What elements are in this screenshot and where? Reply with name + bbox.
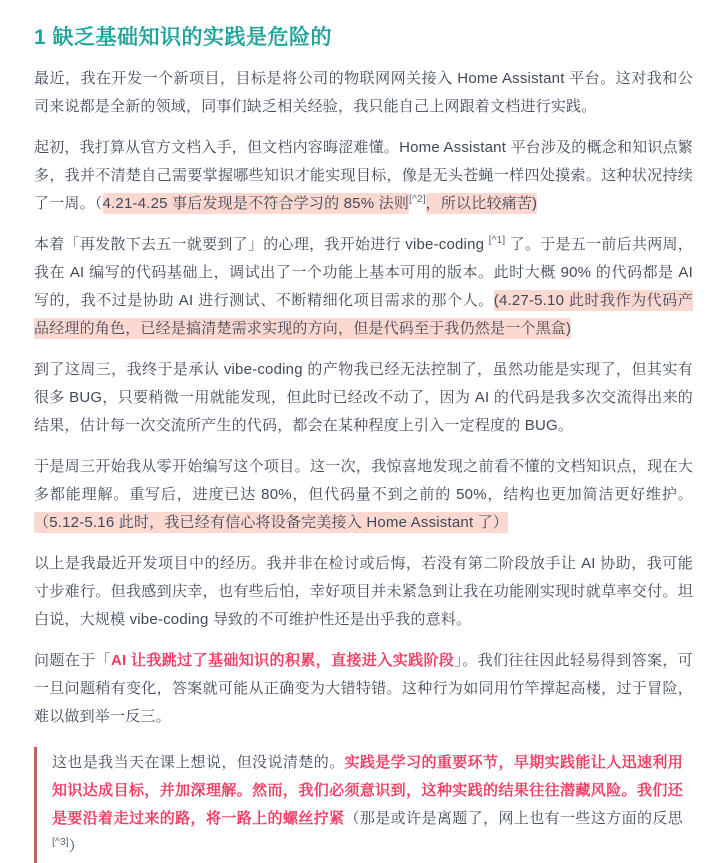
- highlighted-note: (4.27-5.10 此时我作为代码产品经理的角色，已经是搞清楚需求实现的方向，但是代码至于我仍然是一个黑盒): [34, 292, 693, 337]
- paragraph-1: [34, 65, 693, 121]
- paragraph-5: [34, 453, 693, 537]
- paragraph-text: 」。我们往往因此轻易得到答案，可一旦问题稍有变化，答案就可能从正确变为大错特错。这种行为如同用竹竿撑起高楼，过于冒险，难以做到举一反三。: [34, 652, 693, 725]
- paragraph-6: [34, 550, 693, 634]
- footnote-ref-2: [^2]: [409, 193, 426, 205]
- quote-text: （那是或许是离题了，网上也有一些这方面的反思: [344, 810, 683, 827]
- paragraph-7: [34, 647, 693, 731]
- paragraph-text: 起初，我打算从官方文档入手，但文档内容晦涩难懂。Home Assistant 平台涉及的概念和知识点繁多，我并不清楚自己需要掌握哪些知识才能实现目标，像是无头苍蝇一样四处摸索。这种状况持续了一周。（: [34, 139, 693, 212]
- highlighted-note: （5.12-5.16 此时，我已经有信心将设备完美接入 Home Assistant 了）: [34, 514, 509, 531]
- quote-text: ）: [68, 838, 84, 855]
- paragraph-text: 到了这周三，我终于是承认 vibe-coding 的产物我已经无法控制了，虽然功能是实现了，但其实有很多 BUG，只要稍微一用就能发现，但此时已经改不动了，因为 AI 的代码是我多次交流得出来的结果，估计每一次交流所产生的代码，都会在某种程度上引入一定程度的 BUG。: [34, 361, 693, 434]
- paragraph-text: 最近，我在开发一个新项目，目标是将公司的物联网网关接入 Home Assistant 平台。这对我和公司来说都是全新的领域，同事们缺乏相关经验，我只能自己上网跟着文档进行实践。: [34, 70, 693, 115]
- quote-text: 这也是我当天在课上想说，但没说清楚的。: [52, 754, 345, 771]
- highlighted-note: ，所以比较痛苦): [425, 195, 538, 212]
- blockquote: [34, 747, 693, 863]
- paragraph-2: [34, 134, 693, 218]
- paragraph-text: 以上是我最近开发项目中的经历。我并非在检讨或后悔，若没有第二阶段放手让 AI 协助，我可能寸步难行。但我感到庆幸，也有些后怕，幸好项目并未紧急到让我在功能刚实现时就草率交付。坦白说，大规模 vibe-coding 导致的不可维护性还是出乎我的意料。: [34, 555, 693, 628]
- footnote-ref-1: [^1]: [488, 234, 506, 246]
- emphasis-red-text: 实践是学习的重要环节，早期实践能让人迅速利用知识达成目标，并加深理解。然而，我们必须意识到，这种实践的结果往往潜藏风险。我们还是要沿着走过来的路，将一路上的螺丝拧紧: [52, 754, 683, 827]
- paragraph-3: [34, 231, 693, 343]
- section-heading: 1 缺乏基础知识的实践是危险的: [34, 26, 333, 49]
- paragraph-4: [34, 356, 693, 440]
- footnote-ref-3: [^3]: [52, 836, 69, 848]
- paragraph-text: 了。于是五一前后共两周，我在 AI 编写的代码基础上，调试出了一个功能上基本可用的版本。此时大概 90% 的代码都是 AI 写的，我不过是协助 AI 进行测试、不断精细化项目需求的那个人。: [34, 236, 693, 309]
- paragraph-text: 本着「再发散下去五一就要到了」的心理，我开始进行 vibe-coding: [34, 236, 489, 253]
- highlighted-note: 4.21-4.25 事后发现是不符合学习的 85% 法则: [102, 195, 410, 212]
- paragraph-text: 于是周三开始我从零开始编写这个项目。这一次，我惊喜地发现之前看不懂的文档知识点，现在大多都能理解。重写后，进度已达 80%，但代码量不到之前的 50%，结构也更加简洁更好维护。: [34, 458, 693, 503]
- paragraph-text: 问题在于「: [34, 652, 111, 669]
- emphasis-red-text: AI 让我跳过了基础知识的积累，直接进入实践阶段: [111, 652, 455, 669]
